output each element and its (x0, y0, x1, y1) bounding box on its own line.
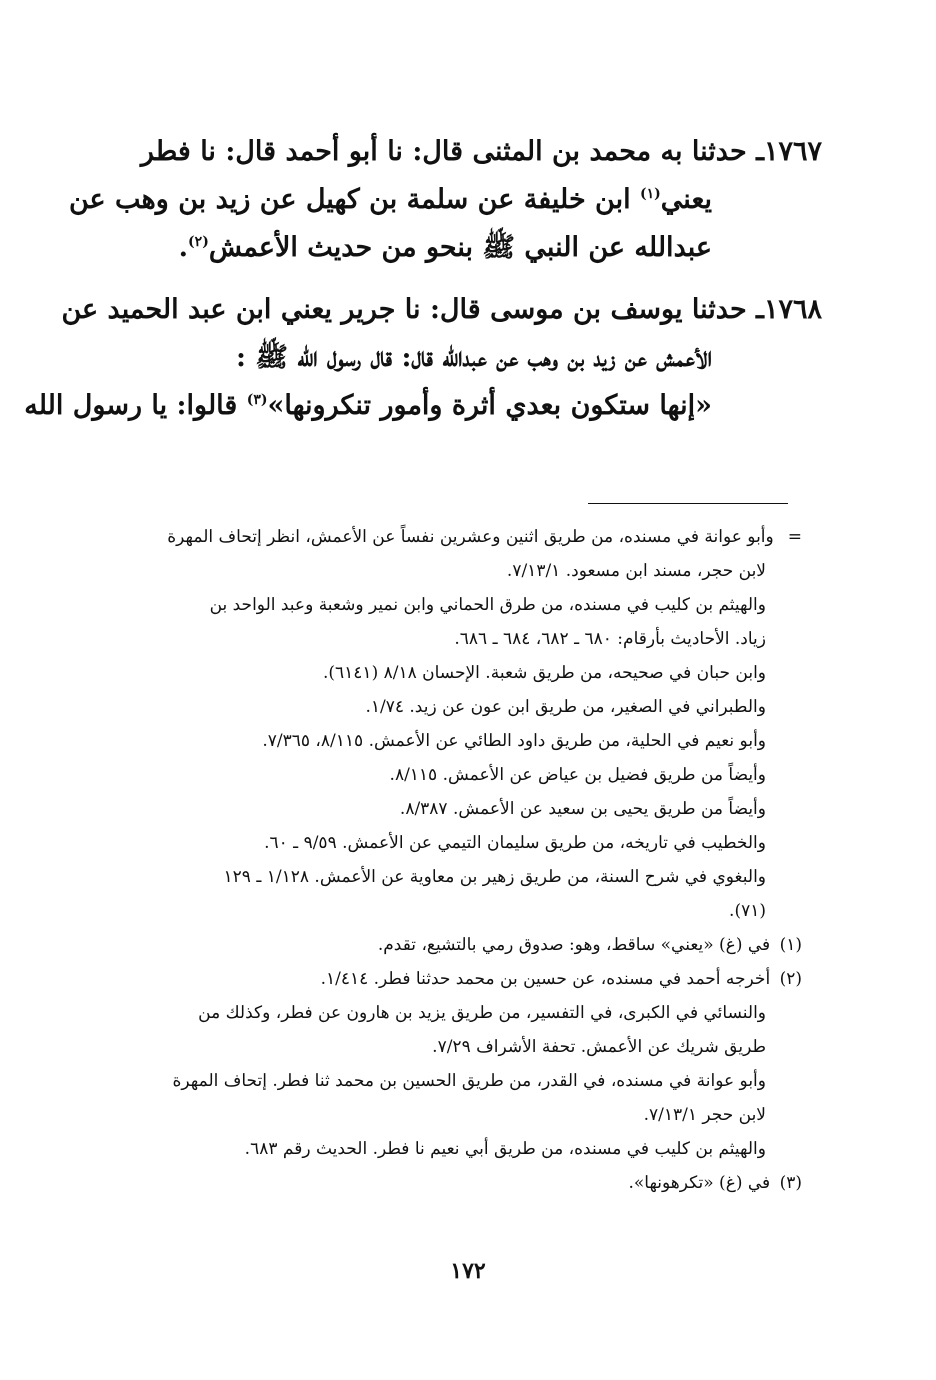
footnote-marker: (٢) (779, 969, 802, 989)
footnote-line: والطبراني في الصغير، من طريق ابن عون عن زيد. ١/٧٤. (365, 697, 766, 717)
footnote-line: لابن حجر، مسند ابن مسعود. ٧/١٣/١. (506, 561, 766, 581)
text-line: ١٧٦٨ـ حدثنا يوسف بن موسى قال: نا جرير يعني ابن عبد الحميد عن (82, 286, 822, 334)
footnote-line: والنسائي في الكبرى، في التفسير، من طريق يزيد بن هارون عن فطر، وكذلك من (198, 1003, 766, 1023)
footnote-marker: (١) (779, 935, 802, 955)
footnote-3: (٣) في (غ) «تكرهونها». (82, 1166, 802, 1200)
footnote-line: والهيثم بن كليب في مسنده، من طريق أبي نعيم نا فطر. الحديث رقم ٦٨٣. (244, 1139, 766, 1159)
footnote-ref: (٣) (246, 392, 268, 408)
footnote-line: والهيثم بن كليب في مسنده، من طرق الحماني وابن نمير وشعبة وعبد الواحد بن (209, 595, 766, 615)
text-line: عبدالله عن النبي ﷺ بنحو من حديث الأعمش$^{(٢)}$. (178, 232, 712, 263)
text-line: الأعمش عن زيد بن وهب عن عبدالله قال: قال رسول الله ﷺ : (236, 342, 712, 373)
footnote-ref: (١) (640, 186, 661, 202)
footnotes (82, 520, 802, 1200)
hadith-number: ١٧٦٧ (763, 136, 822, 167)
continuation-mark: = (787, 527, 802, 547)
footnote-line: وأيضاً من طريق فضيل بن عياض عن الأعمش. ٨/١١٥. (389, 765, 766, 785)
hadith-1767 (68, 128, 822, 272)
text-line: ١٧٦٧ـ حدثنا به محمد بن المثنى قال: نا أبو أحمد قال: نا فطر (82, 128, 822, 176)
footnote-2: (٢) أخرجه أحمد في مسنده، عن حسين بن محمد حدثنا فطر. ١/٤١٤. (82, 962, 802, 996)
footnote-ref: (٢) (188, 234, 209, 250)
page-number: ١٧٢ (450, 1258, 486, 1284)
footnote-marker: (٣) (779, 1173, 802, 1193)
footnote-1: (١) في (غ) «يعني» ساقط، وهو: صدوق رمي بالتشيع، تقدم. (82, 928, 802, 962)
footnote-line: (٧١). (729, 901, 766, 921)
footnote-line: =وأبو عوانة في مسنده، من طريق اثنين وعشرين نفساً عن الأعمش، انظر إتحاف المهرة (82, 520, 802, 554)
main-text (24, 128, 822, 444)
text-line: يعني$^{(١)}$ ابن خليفة عن سلمة بن كهيل عن زيد بن وهب عن (68, 184, 712, 215)
footnote-line: طريق شريك عن الأعمش. تحفة الأشراف ٧/٢٩. (432, 1037, 766, 1057)
footnote-separator (588, 503, 788, 504)
footnote-line: وأبو عوانة في مسنده، في القدر، من طريق الحسين بن محمد ثنا فطر. إتحاف المهرة (172, 1071, 766, 1091)
footnote-line: والخطيب في تاريخه، من طريق سليمان التيمي عن الأعمش. ٩/٥٩ ـ ٦٠. (264, 833, 766, 853)
footnote-line: وأيضاً من طريق يحيى بن سعيد عن الأعمش. ٨/٣٨٧. (399, 799, 766, 819)
footnote-line: والبغوي في شرح السنة، من طريق زهير بن معاوية عن الأعمش. ١/١٢٨ ـ ١٢٩ (223, 867, 766, 887)
footnote-line: وابن حبان في صحيحه، من طريق شعبة. الإحسان ٨/١٨ (٦١٤١). (322, 663, 766, 683)
footnote-line: وأبو نعيم في الحلية، من طريق داود الطائي عن الأعمش. ٨/١١٥، ٧/٣٦٥. (262, 731, 766, 751)
footnote-line: لابن حجر ٧/١٣/١. (643, 1105, 766, 1125)
text-line: «إنها ستكون بعدي أثرة وأمور تنكرونها»$^{(٣)}$ قالوا: يا رسول الله (24, 390, 712, 421)
footnote-line: زياد. الأحاديث بأرقام: ٦٨٠ ـ ٦٨٢، ٦٨٤ ـ ٦٨٦. (454, 629, 766, 649)
hadith-1768 (24, 286, 822, 430)
hadith-number: ١٧٦٨ (763, 294, 822, 325)
